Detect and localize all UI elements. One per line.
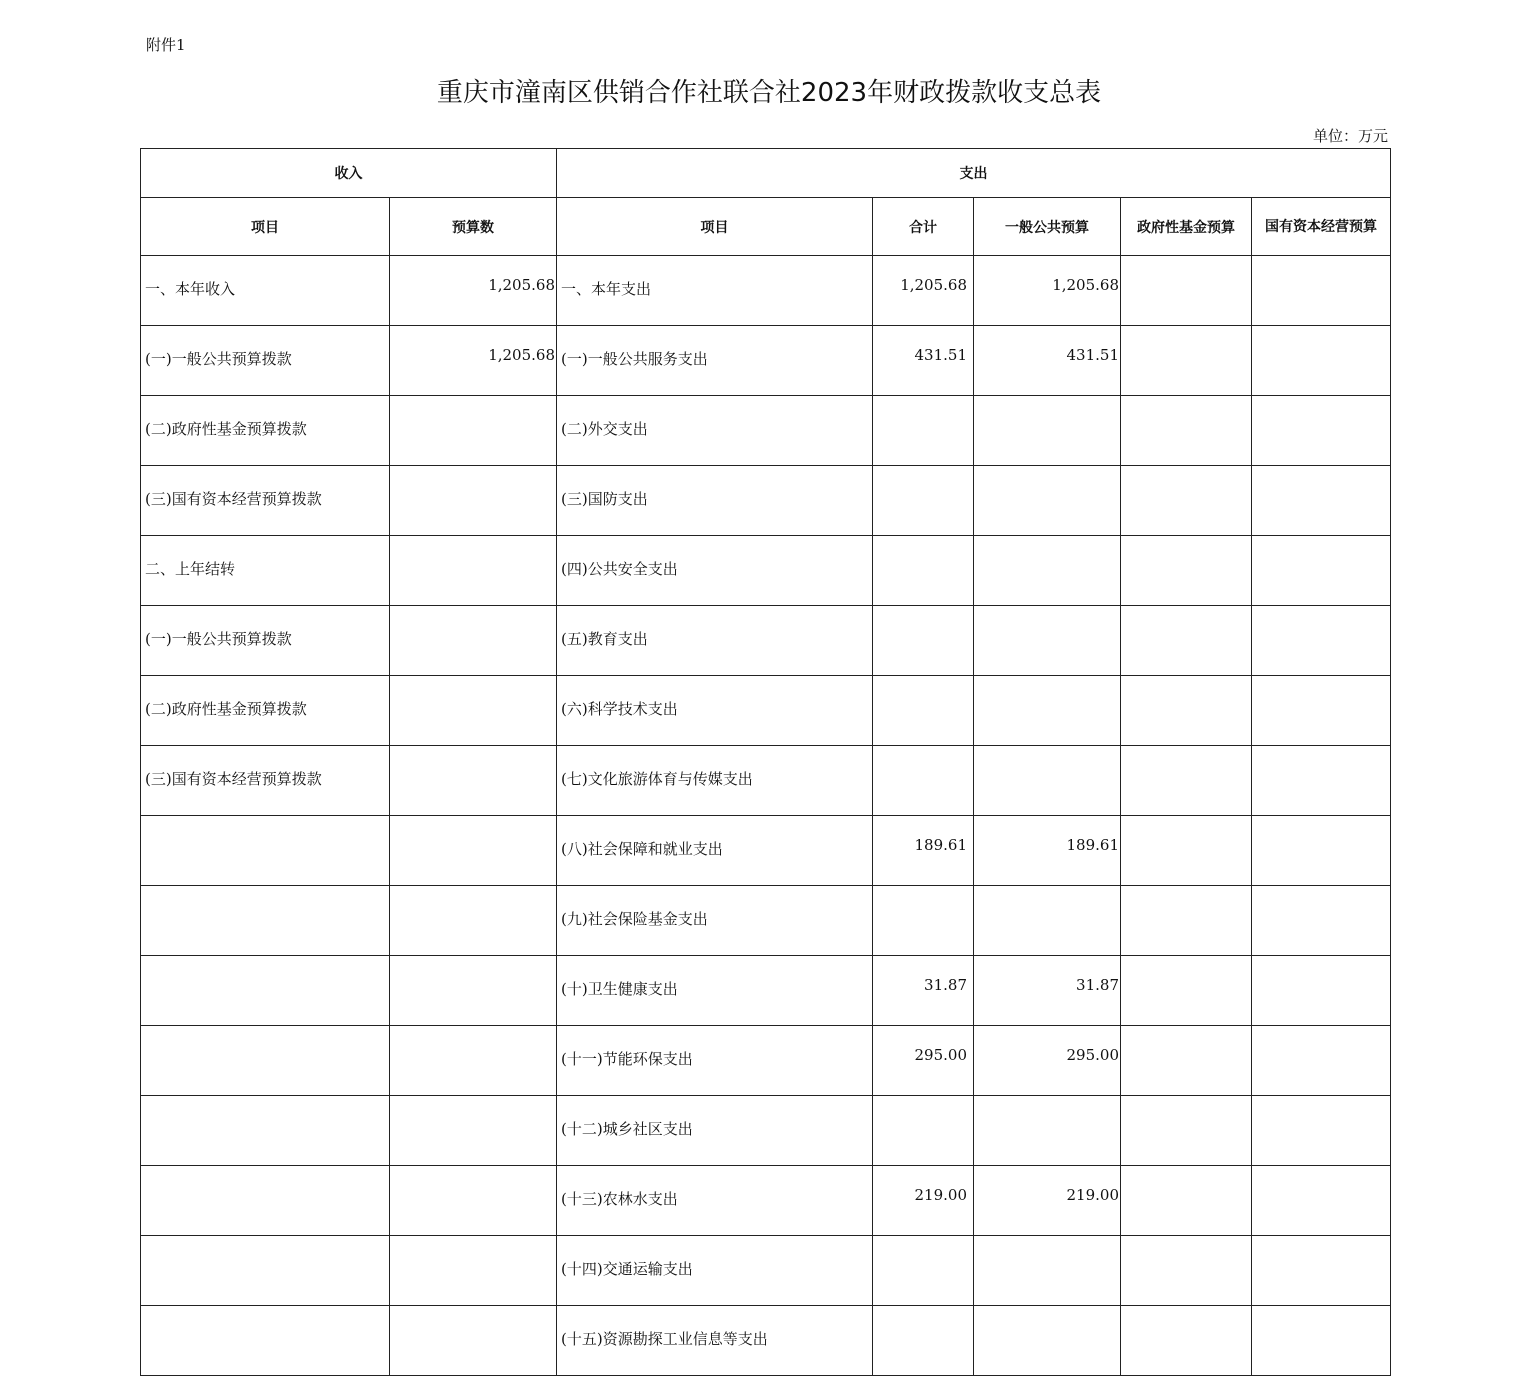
table-row	[141, 1166, 1391, 1236]
expense-item-cell: 一、本年支出	[557, 256, 873, 326]
general-budget-cell	[974, 886, 1121, 956]
header-row-group	[141, 149, 1391, 198]
income-item-cell	[141, 816, 390, 886]
table-row	[141, 536, 1391, 606]
table-row	[141, 886, 1391, 956]
general-budget-cell	[974, 1096, 1121, 1166]
general-budget-cell: 31.87	[974, 956, 1121, 1026]
total-cell	[873, 746, 974, 816]
income-item-header: 项目	[141, 198, 390, 256]
table-row	[141, 1236, 1391, 1306]
income-amount-cell: 1,205.68	[390, 326, 557, 396]
general-budget-cell	[974, 606, 1121, 676]
gov-fund-budget-cell	[1121, 816, 1252, 886]
expense-item-cell: (七)文化旅游体育与传媒支出	[557, 746, 873, 816]
gov-fund-budget-cell	[1121, 326, 1252, 396]
general-budget-header: 一般公共预算	[974, 198, 1121, 256]
gov-fund-budget-cell	[1121, 1096, 1252, 1166]
income-amount-cell	[390, 816, 557, 886]
income-item-cell	[141, 956, 390, 1026]
state-capital-budget-cell	[1252, 396, 1391, 466]
table-row	[141, 1026, 1391, 1096]
expense-item-cell: (十三)农林水支出	[557, 1166, 873, 1236]
gov-fund-budget-cell	[1121, 1166, 1252, 1236]
table-row	[141, 256, 1391, 326]
table-row	[141, 466, 1391, 536]
general-budget-cell	[974, 746, 1121, 816]
expense-header: 支出	[557, 149, 1391, 198]
total-cell: 431.51	[873, 326, 974, 396]
income-amount-cell	[390, 886, 557, 956]
gov-fund-budget-cell	[1121, 676, 1252, 746]
budget-summary-table	[140, 148, 1391, 1376]
gov-fund-budget-cell	[1121, 256, 1252, 326]
page-title: 重庆市潼南区供销合作社联合社2023年财政拨款收支总表	[436, 78, 1102, 108]
gov-fund-budget-cell	[1121, 1236, 1252, 1306]
state-capital-budget-cell	[1252, 1166, 1391, 1236]
general-budget-cell	[974, 466, 1121, 536]
general-budget-cell: 431.51	[974, 326, 1121, 396]
income-item-cell: 二、上年结转	[141, 536, 390, 606]
total-cell	[873, 1096, 974, 1166]
total-cell	[873, 1306, 974, 1376]
income-item-cell	[141, 1166, 390, 1236]
general-budget-cell: 1,205.68	[974, 256, 1121, 326]
expense-item-cell: (十)卫生健康支出	[557, 956, 873, 1026]
income-item-cell: (三)国有资本经营预算拨款	[141, 746, 390, 816]
gov-fund-budget-cell	[1121, 1306, 1252, 1376]
state-capital-budget-cell	[1252, 466, 1391, 536]
total-header: 合计	[873, 198, 974, 256]
total-cell	[873, 1236, 974, 1306]
gov-fund-budget-cell	[1121, 1026, 1252, 1096]
gov-fund-budget-cell	[1121, 396, 1252, 466]
total-cell: 1,205.68	[873, 256, 974, 326]
income-item-cell	[141, 886, 390, 956]
income-budget-header: 预算数	[390, 198, 557, 256]
income-item-cell: 一、本年收入	[141, 256, 390, 326]
income-item-cell	[141, 1306, 390, 1376]
gov-fund-budget-cell	[1121, 466, 1252, 536]
unit-label: 单位：万元	[1312, 127, 1388, 145]
state-capital-budget-cell	[1252, 536, 1391, 606]
income-amount-cell	[390, 466, 557, 536]
general-budget-cell: 295.00	[974, 1026, 1121, 1096]
state-capital-budget-cell	[1252, 816, 1391, 886]
income-amount-cell	[390, 1096, 557, 1166]
total-cell	[873, 606, 974, 676]
state-capital-budget-cell	[1252, 886, 1391, 956]
income-item-cell: (二)政府性基金预算拨款	[141, 676, 390, 746]
expense-item-cell: (五)教育支出	[557, 606, 873, 676]
total-cell	[873, 676, 974, 746]
state-capital-budget-header: 国有资本经营预算	[1252, 198, 1391, 256]
income-item-cell: (三)国有资本经营预算拨款	[141, 466, 390, 536]
income-amount-cell	[390, 746, 557, 816]
state-capital-budget-cell	[1252, 1306, 1391, 1376]
state-capital-budget-cell	[1252, 326, 1391, 396]
state-capital-budget-cell	[1252, 676, 1391, 746]
expense-item-cell: (四)公共安全支出	[557, 536, 873, 606]
general-budget-cell	[974, 1236, 1121, 1306]
general-budget-cell: 189.61	[974, 816, 1121, 886]
gov-fund-budget-cell	[1121, 606, 1252, 676]
gov-fund-budget-cell	[1121, 886, 1252, 956]
state-capital-budget-cell	[1252, 1026, 1391, 1096]
income-amount-cell	[390, 1236, 557, 1306]
expense-item-header: 项目	[557, 198, 873, 256]
income-amount-cell	[390, 1166, 557, 1236]
expense-item-cell: (八)社会保障和就业支出	[557, 816, 873, 886]
state-capital-budget-cell	[1252, 956, 1391, 1026]
table-row	[141, 1096, 1391, 1166]
general-budget-cell: 219.00	[974, 1166, 1121, 1236]
income-item-cell	[141, 1026, 390, 1096]
total-cell: 189.61	[873, 816, 974, 886]
gov-fund-budget-cell	[1121, 536, 1252, 606]
table-row	[141, 1306, 1391, 1376]
table-row	[141, 606, 1391, 676]
table-row	[141, 676, 1391, 746]
total-cell	[873, 886, 974, 956]
expense-item-cell: (一)一般公共服务支出	[557, 326, 873, 396]
state-capital-budget-cell	[1252, 606, 1391, 676]
income-amount-cell	[390, 676, 557, 746]
income-item-cell: (一)一般公共预算拨款	[141, 326, 390, 396]
state-capital-budget-cell	[1252, 746, 1391, 816]
total-cell: 219.00	[873, 1166, 974, 1236]
general-budget-cell	[974, 396, 1121, 466]
total-cell	[873, 536, 974, 606]
income-item-cell: (二)政府性基金预算拨款	[141, 396, 390, 466]
table-row	[141, 956, 1391, 1026]
total-cell: 295.00	[873, 1026, 974, 1096]
income-header: 收入	[141, 149, 557, 198]
expense-item-cell: (十四)交通运输支出	[557, 1236, 873, 1306]
table-row	[141, 326, 1391, 396]
income-amount-cell	[390, 606, 557, 676]
header-row-columns	[141, 198, 1391, 256]
expense-item-cell: (六)科学技术支出	[557, 676, 873, 746]
expense-item-cell: (二)外交支出	[557, 396, 873, 466]
expense-item-cell: (九)社会保险基金支出	[557, 886, 873, 956]
expense-item-cell: (十一)节能环保支出	[557, 1026, 873, 1096]
attachment-label: 附件1	[146, 36, 186, 54]
income-amount-cell	[390, 956, 557, 1026]
table-row	[141, 746, 1391, 816]
income-amount-cell: 1,205.68	[390, 256, 557, 326]
general-budget-cell	[974, 1306, 1121, 1376]
table-row	[141, 816, 1391, 886]
expense-item-cell: (十五)资源勘探工业信息等支出	[557, 1306, 873, 1376]
total-cell	[873, 466, 974, 536]
total-cell: 31.87	[873, 956, 974, 1026]
gov-fund-budget-header: 政府性基金预算	[1121, 198, 1252, 256]
expense-item-cell: (十二)城乡社区支出	[557, 1096, 873, 1166]
general-budget-cell	[974, 676, 1121, 746]
general-budget-cell	[974, 536, 1121, 606]
income-amount-cell	[390, 396, 557, 466]
gov-fund-budget-cell	[1121, 746, 1252, 816]
income-item-cell	[141, 1236, 390, 1306]
state-capital-budget-cell	[1252, 1096, 1391, 1166]
state-capital-budget-cell	[1252, 1236, 1391, 1306]
income-item-cell	[141, 1096, 390, 1166]
income-amount-cell	[390, 1306, 557, 1376]
income-amount-cell	[390, 536, 557, 606]
income-amount-cell	[390, 1026, 557, 1096]
table-row	[141, 396, 1391, 466]
total-cell	[873, 396, 974, 466]
expense-item-cell: (三)国防支出	[557, 466, 873, 536]
state-capital-budget-cell	[1252, 256, 1391, 326]
gov-fund-budget-cell	[1121, 956, 1252, 1026]
income-item-cell: (一)一般公共预算拨款	[141, 606, 390, 676]
